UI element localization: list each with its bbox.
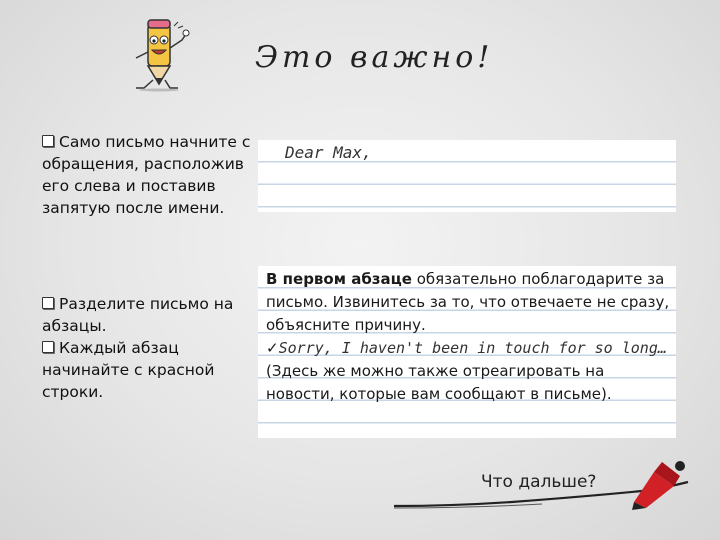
checkbox-bullet-icon bbox=[42, 135, 54, 147]
bullet-list-top bbox=[42, 131, 252, 219]
paragraph-text bbox=[266, 268, 676, 406]
bullet-text: Каждый абзац начинайте с красной строки. bbox=[42, 339, 215, 401]
salutation-text: Dear Max, bbox=[285, 143, 372, 162]
bold-lead: В первом абзаце bbox=[266, 270, 412, 288]
paragraph-part-1: обязательно поблагодарите за письмо. Извинитесь за то, что отвечаете не сразу, объясните причину. bbox=[266, 270, 670, 334]
bullet-text: Разделите письмо на абзацы. bbox=[42, 295, 234, 335]
list-item bbox=[42, 337, 257, 403]
bullet-text: Само письмо начните с обращения, расположив его слева и поставив запятую после имени. bbox=[42, 133, 251, 217]
pen-icon[interactable] bbox=[628, 456, 690, 512]
list-item bbox=[42, 131, 252, 219]
paragraph-part-2: (Здесь же можно также отреагировать на новости, которые вам сообщают в письме). bbox=[266, 362, 612, 403]
check-mark-icon: ✓ bbox=[266, 339, 279, 357]
checkbox-bullet-icon bbox=[42, 297, 54, 309]
checkbox-bullet-icon bbox=[42, 341, 54, 353]
list-item bbox=[42, 293, 257, 337]
next-link[interactable]: Что дальше? bbox=[481, 472, 597, 492]
example-sentence: Sorry, I haven't been in touch for so long… bbox=[278, 339, 667, 357]
page-title: Это важно! bbox=[255, 40, 494, 75]
pencil-mascot-icon bbox=[122, 14, 200, 92]
bullet-list-bottom bbox=[42, 293, 257, 403]
